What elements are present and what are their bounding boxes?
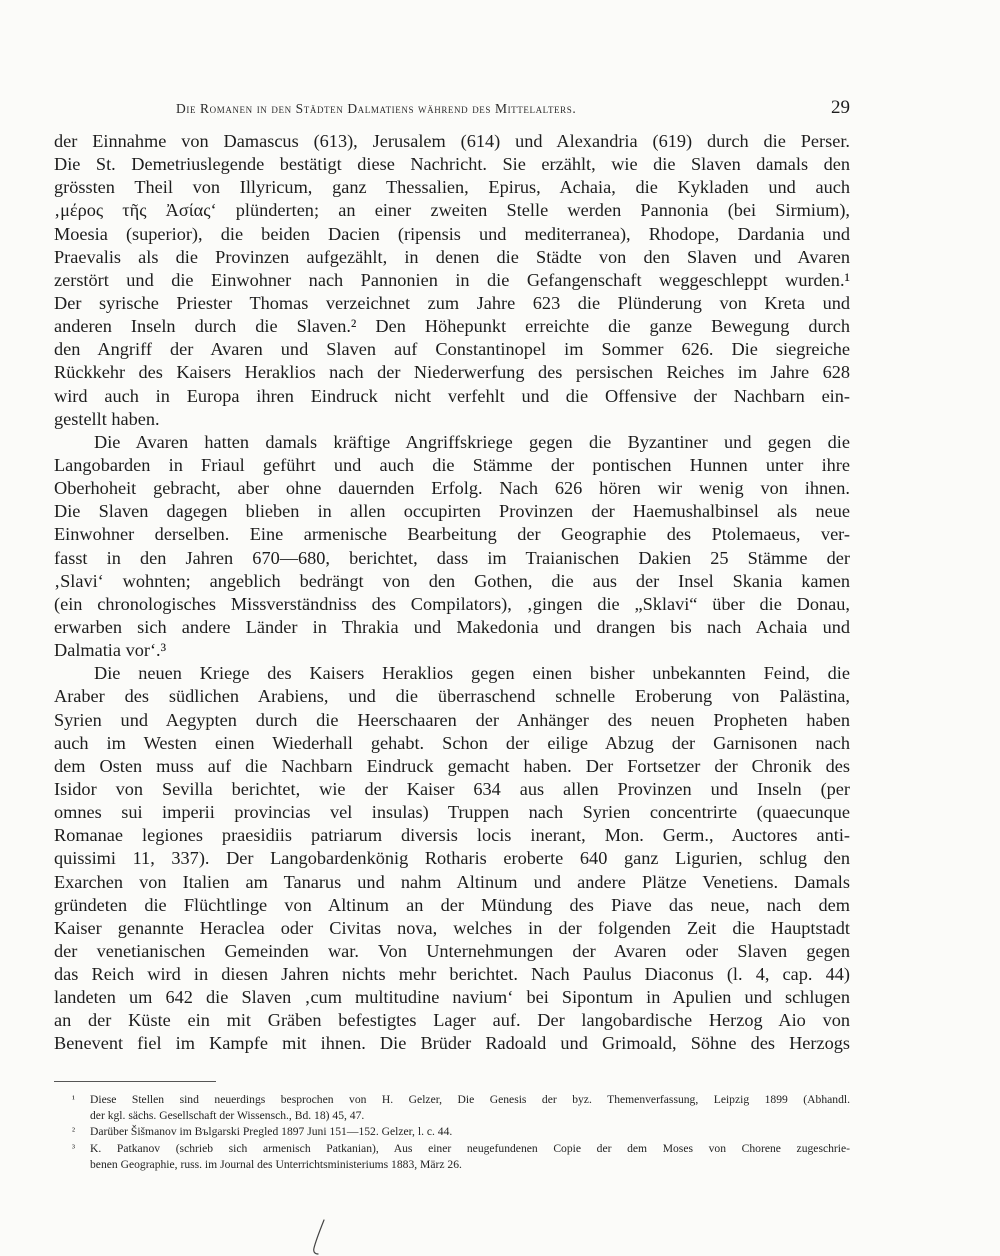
- text-line: (ein chronologisches Missverständniss des Compilators), ‚gingen die „Sklavi“ über die Donau,: [54, 593, 850, 614]
- text-line: omnes sui imperii provincias vel insulas) Truppen nach Syrien concentrirte (quaecunque: [54, 802, 850, 823]
- text-line: Isidor von Sevilla berichtet, wie der Kaiser 634 aus allen Provinzen und Inseln (per: [54, 778, 850, 799]
- text-line: grössten Theil von Illyricum, ganz Thessalien, Epirus, Achaia, die Kykladen und auch: [54, 177, 850, 198]
- text-line: Kaiser genannte Heraclea oder Civitas nova, welches in der folgenden Zeit die Hauptstadt: [54, 917, 850, 938]
- footnote-text: K. Patkanov (schrieb sich armenisch Patkanian), Aus einer neugefundenen Copie der dem Moses von Chorene zugeschrie-: [90, 1141, 850, 1155]
- footnote-3: [72, 1141, 850, 1157]
- text-line: das Reich wird in diesen Jahren nichts mehr berichtet. Nach Paulus Diaconus (l. 4, cap. 44): [54, 964, 850, 985]
- text-line: Die neuen Kriege des Kaisers Heraklios gegen einen bisher unbekannten Feind, die: [94, 663, 850, 684]
- text-line: Araber des südlichen Arabiens, und die überraschend schnelle Eroberung von Palästina,: [54, 686, 850, 707]
- text-line: erwarben sich andere Länder in Thrakia und Makedonia und drangen bis nach Achaia und: [54, 616, 850, 637]
- footnote-3-continued: benen Geographie, russ. im Journal des Unterrichtsministeriums 1883, März 26.: [90, 1157, 462, 1171]
- text-line: [54, 1056, 850, 1079]
- text-line: Einwohner derselben. Eine armenische Bearbeitung der Geographie des Ptolemaeus, ver-: [54, 524, 850, 545]
- footnote-number: ¹: [72, 1094, 75, 1105]
- text-line: ‚μέρος τῆς Ἀσίας‘ plünderten; an einer zweiten Stelle werden Pannonia (bei Sirmium),: [54, 200, 850, 221]
- text-line: gestellt haben.: [54, 408, 160, 429]
- footnote-1: [72, 1092, 850, 1108]
- text-line: Exarchen von Italien am Tanarus und nahm Altinum und andere Plätze Venetiens. Damals: [54, 871, 850, 892]
- text-line: Rückkehr des Kaisers Heraklios nach der Niederwerfung des persischen Reiches im Jahre 628: [54, 362, 850, 383]
- footnotes: [72, 1092, 850, 1173]
- text-line: Moesia (superior), die beiden Dacien (ripensis und mediterranea), Rhodope, Dardania und: [54, 223, 850, 244]
- text-line: quissimi 11, 337). Der Langobardenkönig Rotharis eroberte 640 ganz Ligurien, schlug den: [54, 848, 850, 869]
- text-line: der Einnahme von Damascus (613), Jerusalem (614) und Alexandria (619) durch die Perser.: [54, 131, 850, 151]
- text-line: ‚Slavi‘ wohnten; angeblich bedrängt von den Gothen, die aus der Insel Skania kamen: [54, 570, 850, 591]
- text-line: an der Küste ein mit Gräben befestigtes Lager auf. Der langobardische Herzog Aio von: [54, 1010, 850, 1031]
- footnote-number: ³: [72, 1142, 75, 1154]
- footnote-1-continued: der kgl. sächs. Gesellschaft der Wissensch., Bd. 18) 45, 47.: [90, 1109, 365, 1123]
- footnote-2: [72, 1124, 850, 1140]
- text-line: Romanae legiones praesidiis patriarum diversis locis inerant, Mon. Germ., Auctores anti-: [54, 825, 850, 846]
- text-line: dem Osten muss auf die Nachbarn Eindruck gemacht haben. Der Fortsetzer der Chronik des: [54, 755, 850, 776]
- footnote-divider: [54, 1081, 216, 1082]
- text-line: der venetianischen Gemeinden war. Von Unternehmungen der Avaren oder Slaven gegen: [54, 940, 850, 961]
- text-line: Praevalis als die Provinzen aufgezählt, in denen die Städte von den Slaven und Avaren: [54, 246, 850, 267]
- text-line: anderen Inseln durch die Slaven.² Den Höhepunkt erreichte die ganze Bewegung durch: [54, 316, 850, 337]
- pen-mark-icon: [300, 1218, 340, 1256]
- text-line: Die St. Demetriuslegende bestätigt diese Nachricht. Sie erzählt, wie die Slaven damals den: [54, 154, 850, 175]
- text-line: fasst in den Jahren 670—680, berichtet, dass im Traianischen Dakien 25 Stämme der: [54, 547, 850, 568]
- text-line: Oberhoheit gebracht, aber ohne dauernden Erfolg. Nach 626 hören wir wenig von ihnen.: [54, 478, 850, 499]
- footnote-text: Diese Stellen sind neuerdings besprochen von H. Gelzer, Die Genesis der byz. Themenverfassung, Leipzig 1899 (Abhandl.: [90, 1093, 850, 1106]
- page-number: 29: [831, 97, 850, 118]
- text-line: landeten um 642 die Slaven ‚cum multitudine navium‘ bei Sipontum in Apulien und schlugen: [54, 987, 850, 1008]
- running-title: Die Romanen in den Städten Dalmatiens während des Mittelalters.: [176, 101, 577, 116]
- text-line: auch im Westen einen Wiederhall gehabt. Schon der eilige Abzug der Garnisonen nach: [54, 732, 850, 753]
- text-line: gründeten die Flüchtlinge von Altinum an der Mündung des Piave das neue, nach dem: [54, 894, 850, 915]
- text-line: zerstört und die Einwohner nach Pannonien in die Gefangenschaft weggeschleppt wurden.¹: [54, 269, 850, 290]
- footnote-number: ²: [72, 1126, 75, 1138]
- text-line: wird auch in Europa ihren Eindruck nicht verfehlt und die Offensive der Nachbarn ein-: [54, 385, 850, 406]
- text-line: Syrien und Aegypten durch die Heerschaaren der Anhänger des neuen Propheten haben: [54, 709, 850, 730]
- text-line: Dalmatia vor‘.³: [54, 640, 167, 661]
- text-line: Benevent fiel im Kampfe mit ihnen. Die Brüder Radoald und Grimoald, Söhne des Herzogs: [54, 1033, 850, 1054]
- running-head: [54, 97, 850, 119]
- text-line: Langobarden in Friaul geführt und auch die Stämme der pontischen Hunnen unter ihre: [54, 454, 850, 475]
- text-line: Die Avaren hatten damals kräftige Angriffskriege gegen die Byzantiner und gegen die: [94, 431, 850, 452]
- text-line: den Angriff der Avaren und Slaven auf Constantinopel im Sommer 626. Die siegreiche: [54, 339, 850, 360]
- text-line: Die Slaven dagegen blieben in allen occupirten Provinzen der Haemushalbinsel als neue: [54, 501, 850, 522]
- text-line: Der syrische Priester Thomas verzeichnet zum Jahre 623 die Plünderung von Kreta und: [54, 292, 850, 313]
- footnote-text: Darüber Šišmanov im Bъlgarski Pregled 1897 Juni 151—152. Gelzer, l. c. 44.: [90, 1125, 453, 1139]
- body-text: [54, 130, 850, 1079]
